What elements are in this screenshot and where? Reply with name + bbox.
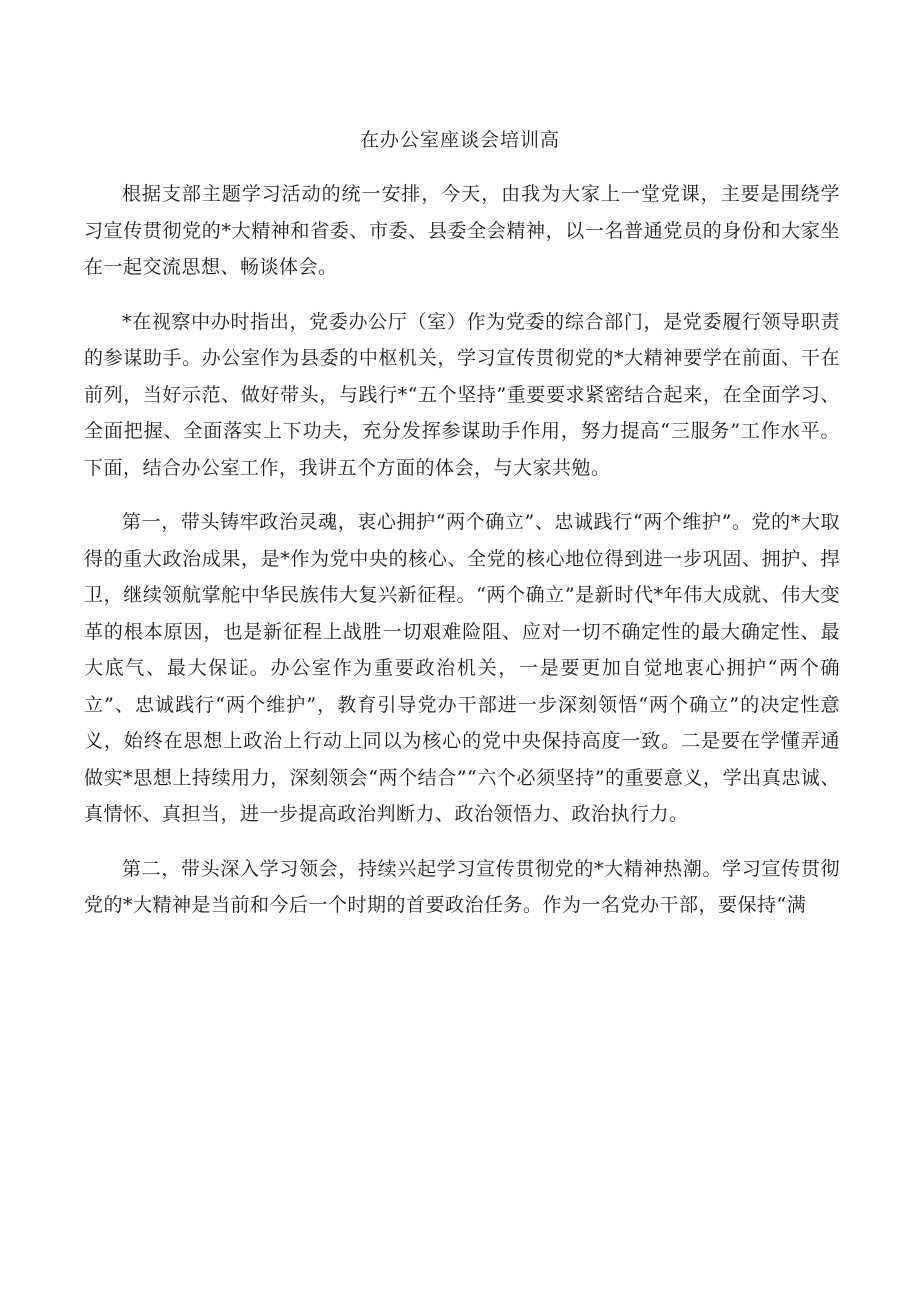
paragraph-overview: *在视察中办时指出，党委办公厅（室）作为党委的综合部门，是党委履行领导职责的参谋助手。办公室作为县委的中枢机关，学习宣传贯彻党的*大精神要学在前面、干在前列，当好示范、做好带头，与践行*“五个坚持”重要要求紧密结合起来，在全面学习、全面把握、全面落实上下功夫，充分发挥参谋助手作用，努力提高“三服务”工作水平。下面，结合办公室工作，我讲五个方面的体会，与大家共勉。 xyxy=(84,310,840,479)
paragraph-first-point: 第一，带头铸牢政治灵魂，衷心拥护“两个确立”、忠诚践行“两个维护”。党的*大取得的重大政治成果，是*作为党中央的核心、全党的核心地位得到进一步巩固、拥护、捍卫，继续领航掌舵中华民族伟大复兴新征程。“两个确立”是新时代*年伟大成就、伟大变革的根本原因，也是新征程上战胜一切艰难险阻、应对一切不确定性的最大确定性、最大底气、最大保证。办公室作为重要政治机关，一是要更加自觉地衷心拥护“两个确立”、忠诚践行“两个维护”，教育引导党办干部进一步深刻领悟“两个确立”的决定性意义，始终在思想上政治上行动上同以为核心的党中央保持高度一致。二是要在学懂弄通做实*思想上持续用力，深刻领会“两个结合”“六个必须坚持”的重要意义，学出真忠诚、真情怀、真担当，进一步提高政治判断力、政治领悟力、政治执行力。 xyxy=(84,511,840,825)
paragraph-intro: 根据支部主题学习活动的统一安排，今天，由我为大家上一堂党课，主要是围绕学习宣传贯彻党的*大精神和省委、市委、县委全会精神，以一名普通党员的身份和大家坐在一起交流思想、畅谈体会。 xyxy=(84,183,840,278)
paragraph-second-point: 第二，带头深入学习领会，持续兴起学习宣传贯彻党的*大精神热潮。学习宣传贯彻党的*大精神是当前和今后一个时期的首要政治任务。作为一名党办干部，要保持“满 xyxy=(84,857,840,916)
document-title: 在办公室座谈会培训高 xyxy=(359,129,560,151)
document-body xyxy=(84,176,840,942)
